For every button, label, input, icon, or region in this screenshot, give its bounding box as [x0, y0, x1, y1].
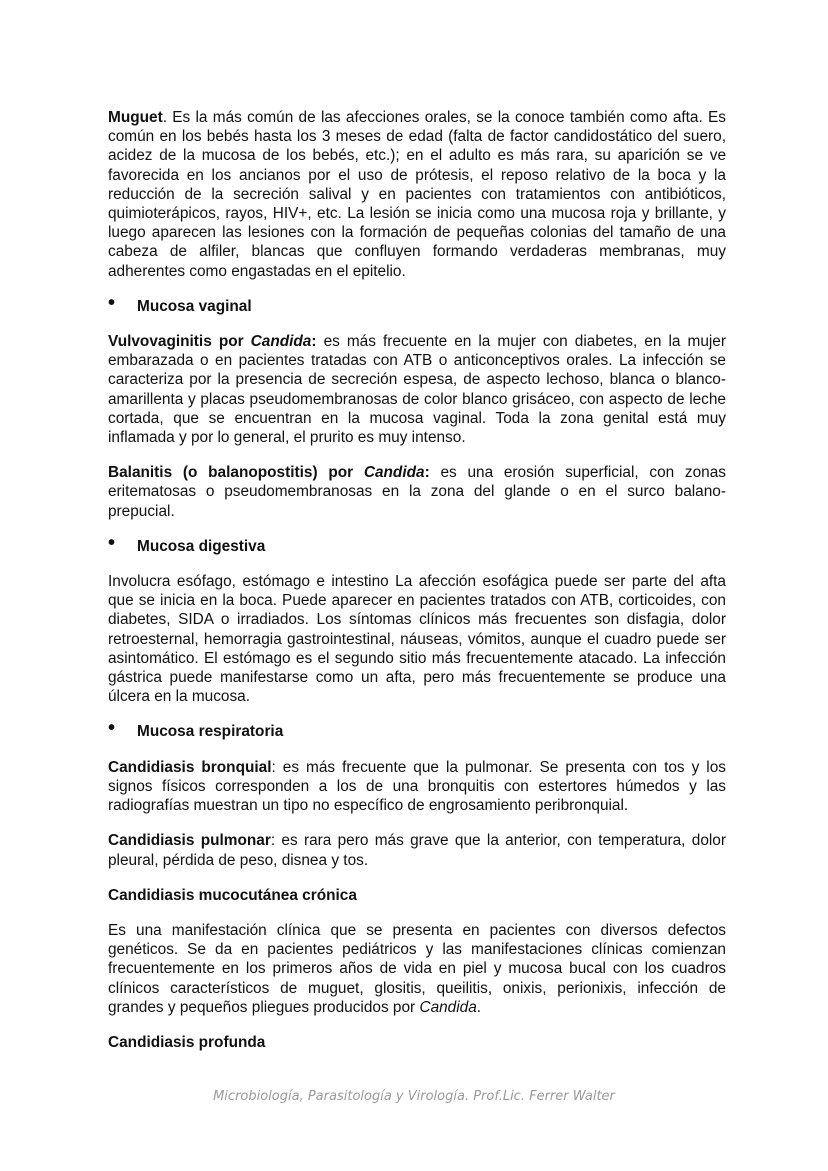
profunda-heading: Candidiasis profunda: [108, 1033, 266, 1051]
document-body: [108, 108, 726, 1052]
pulmonar-text: : es rara pero más grave que la anterior, con temperatura, dolor pleural, pérdida de peso, disnea y tos.: [108, 832, 726, 869]
section-heading: Mucosa respiratoria: [137, 723, 284, 741]
balanitis-text: es una erosión superficial, con zonas eritematosas o pseudomembranosas en la zona del glande o en el surco balano-prepucial.: [108, 464, 726, 520]
bronquial-paragraph: [108, 758, 726, 816]
bullet-icon: •: [108, 531, 116, 554]
muguet-term: Muguet: [108, 109, 163, 126]
bullet-icon: •: [108, 291, 116, 314]
bronquial-term: Candidiasis bronquial: [108, 758, 272, 776]
bullet-icon: •: [108, 717, 116, 740]
vulvovaginitis-term: Vulvovaginitis por Candida:: [108, 333, 317, 351]
muguet-text: . Es la más común de las afecciones orales, se la conoce también como afta. Es común en los bebés hasta los 3 meses de edad (falta de factor candidostático del suero, acidez de la mucosa de los bebés, etc.); en el adulto es más rara, su aparición se ve favorecida en los ancianos por el uso de prótesis, el reposo relativo de la boca y la reducción de la secreción salival y en pacientes con tratamientos con antibióticos, quimioterápicos, rayos, HIV+, etc. La lesión se inicia como una mucosa roja y brillante, y luego aparecen las lesiones con la formación de pequeñas colonias del tamaño de una cabeza de alfiler, blancas que confluyen formando verdaderas membranas, muy adherentes como engastadas en el epitelio.: [108, 109, 726, 280]
section-mucosa-digestiva: [108, 531, 726, 556]
page-footer: Microbiología, Parasitología y Virología. Prof.Lic. Ferrer Walter: [213, 1089, 615, 1104]
mucocutanea-paragraph: Es una manifestación clínica que se presenta en pacientes con diversos defectos genéticos. Se da en pacientes pediátricos y las manifestaciones clínicas comienzan frecuentemente en los primeros años de vida en piel y mucosa bucal con los cuadros clínicos característicos de muguet, glositis, queilitis, onixis, perionixis, infección de grandes y pequeños pliegues producidos por Candida.: [108, 921, 726, 1016]
balanitis-term: Balanitis (o balanopostitis) por Candida:: [108, 464, 430, 482]
balanitis-paragraph: [108, 463, 726, 521]
section-mucosa-vaginal: [108, 291, 726, 316]
vulvovaginitis-text: es más frecuente en la mujer con diabetes, en la mujer embarazada o en pacientes tratadas con ATB o anticonceptivos orales. La infección se caracteriza por la presencia de secreción espesa, de aspecto lechoso, blanca o blanco-amarillenta y placas pseudomembranosas de color blanco grisáceo, con aspecto de leche cortada, que se encuentran en la mucosa vaginal. Toda la zona genital está muy inflamada y por lo general, el prurito es muy intenso.: [108, 333, 726, 447]
bronquial-text: : es más frecuente que la pulmonar. Se presenta con tos y los signos físicos corresponden a los de una bronquitis con estertores húmedos y las radiografías muestran un tipo no específico de engrosamiento peribronquial.: [108, 758, 726, 815]
section-heading: Mucosa vaginal: [137, 297, 252, 315]
vulvovaginitis-paragraph: [108, 332, 726, 447]
digestiva-paragraph: Involucra esófago, estómago e intestino La afección esofágica puede ser parte del afta que se inicia en la boca. Puede aparecer en pacientes tratados con ATB, corticoides, con diabetes, SIDA o irradiados. Los síntomas clínicos más frecuentes son disfagia, dolor retroesternal, hemorragia gastrointestinal, náuseas, vómitos, aunque el cuadro puede ser asintomático. El estómago es el segundo sitio más frecuentemente atacado. La infección gástrica puede manifestarse como un afta, pero más frecuentemente se produce una úlcera en la mucosa.: [108, 573, 726, 706]
section-heading: Mucosa digestiva: [137, 537, 266, 555]
mucocutanea-heading: Candidiasis mucocutánea crónica: [108, 886, 357, 904]
muguet-paragraph: [108, 108, 726, 281]
pulmonar-paragraph: [108, 831, 726, 869]
pulmonar-term: Candidiasis pulmonar: [108, 832, 271, 850]
section-mucosa-respiratoria: [108, 717, 726, 741]
